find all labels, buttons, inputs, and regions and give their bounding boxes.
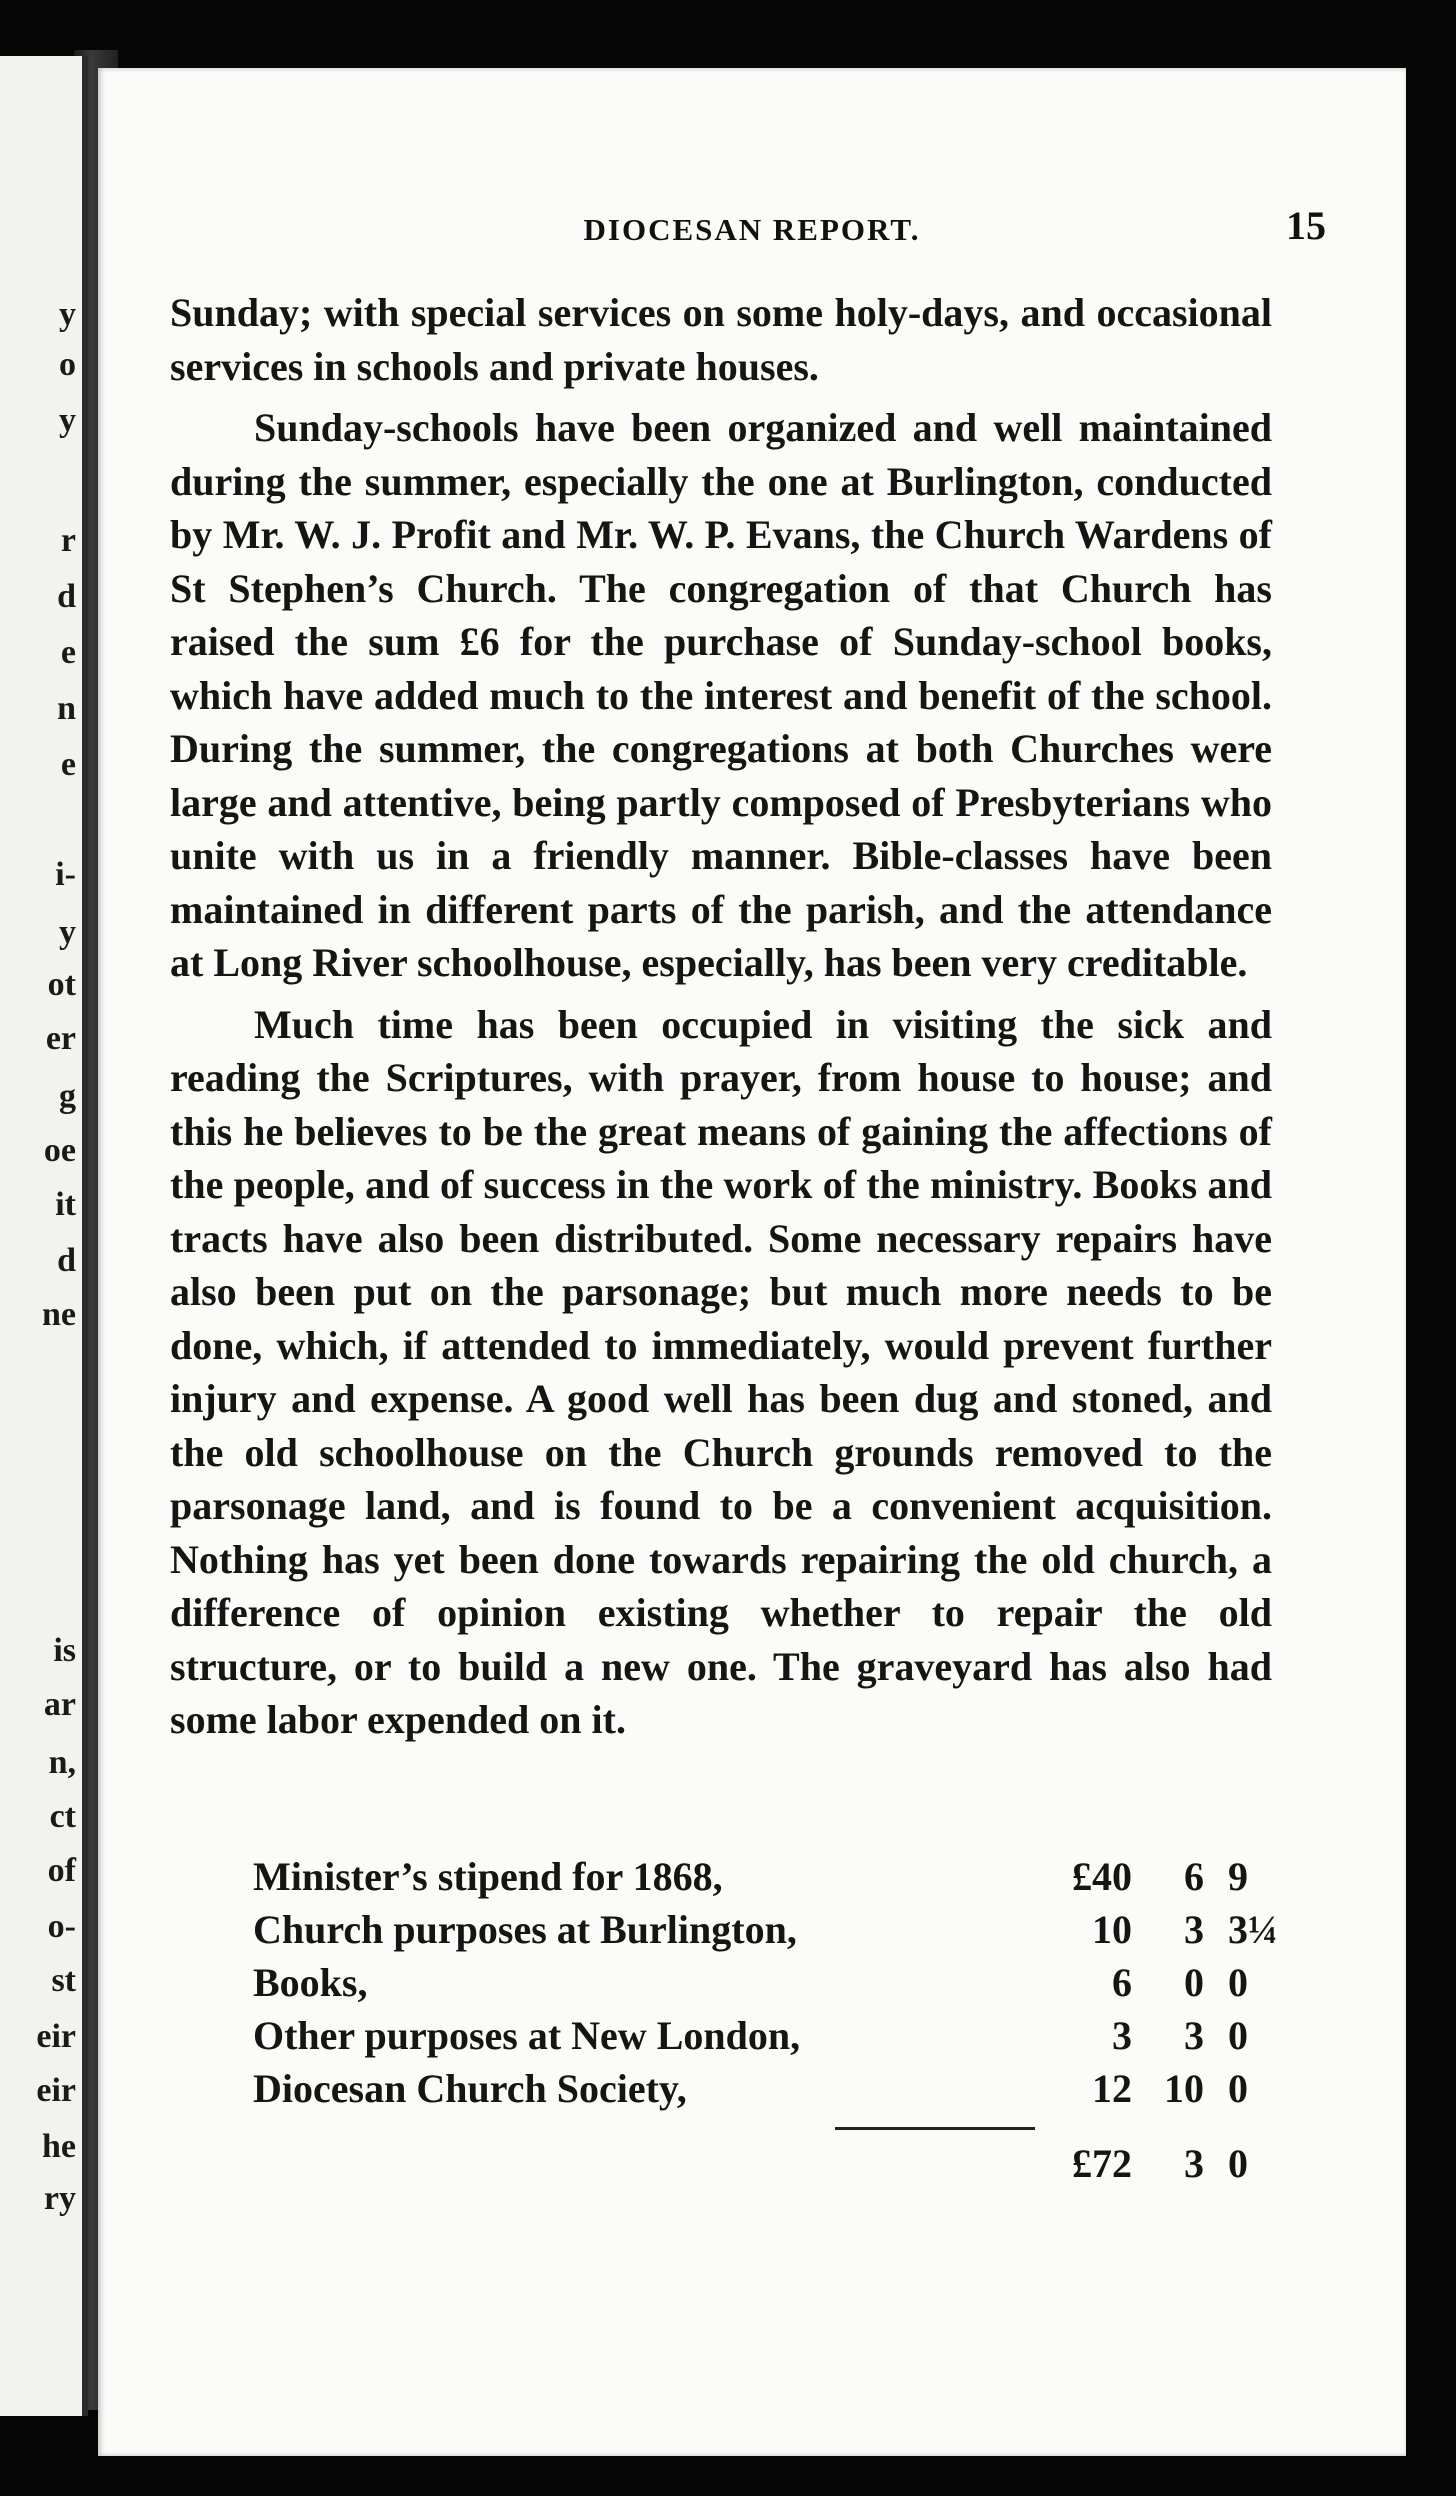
ledger-shillings: 3 xyxy=(1184,1907,1204,1952)
ledger-total-shillings: 3 xyxy=(1184,2141,1204,2186)
facing-page-edge xyxy=(0,56,88,2416)
ledger-pence: 0 xyxy=(1228,2013,1248,2058)
ledger-pounds: £40 xyxy=(1072,1854,1132,1899)
ledger-label: Books, xyxy=(253,1960,368,2005)
facing-page-fragment: er xyxy=(45,1020,76,1057)
ledger-total-pence: 0 xyxy=(1228,2141,1248,2186)
paragraph: Sunday; with special services on some holy-days, and occasional services in schools and private houses. xyxy=(170,290,1272,389)
body-text xyxy=(170,286,1272,1755)
ledger-pence: 0 xyxy=(1228,2066,1248,2111)
ledger-shillings: 0 xyxy=(1184,1960,1204,2005)
facing-page-fragment: d xyxy=(57,578,76,615)
accounts-ledger xyxy=(253,1853,1288,2118)
facing-page-fragment: o xyxy=(59,346,76,383)
facing-page-fragment: eir xyxy=(36,2018,76,2055)
facing-page-fragment: he xyxy=(42,2128,76,2165)
ledger-label: Minister’s stipend for 1868, xyxy=(253,1854,723,1899)
facing-page-fragment: d xyxy=(57,1242,76,1279)
ledger-row xyxy=(253,2012,1288,2065)
ledger-pounds: 12 xyxy=(1092,2066,1132,2111)
facing-page-fragment: y xyxy=(59,296,76,333)
facing-page-fragment: y xyxy=(59,914,76,951)
facing-page-fragment: o- xyxy=(47,1908,76,1945)
ledger-row xyxy=(253,1853,1288,1906)
facing-page-fragment: it xyxy=(55,1186,76,1223)
facing-page-fragment: ot xyxy=(47,966,76,1003)
ledger-label: Church purposes at Burlington, xyxy=(253,1907,797,1952)
ledger-pounds: 6 xyxy=(1112,1960,1132,2005)
ledger-row xyxy=(253,1906,1288,1959)
facing-page-fragment: ne xyxy=(42,1296,76,1333)
facing-page-fragment: st xyxy=(51,1962,76,1999)
paragraph: Much time has been occupied in visiting the sick and reading the Scriptures, with prayer, from house to house; and this he believes to be the great means of gaining the affections of the people, and of success in the work of the ministry. Books and tracts have also been distributed. Some necessary repairs have also been put on the parsonage; but much more needs to be done, which, if attended to immediately, would prevent further injury and expense. A good well has been dug and stoned, and the old schoolhouse on the Church grounds removed to the parsonage land, and is found to be a convenient acquisition. Nothing has yet been done towards repairing the old church, a difference of opinion existing whether to repair the old structure, or to build a new one. The graveyard has also had some labor expended on it. xyxy=(170,1001,1272,1742)
page-header xyxy=(98,198,1406,258)
facing-page-fragment: r xyxy=(60,522,76,559)
facing-page-fragment: n xyxy=(57,690,76,727)
ledger-pounds: 10 xyxy=(1092,1907,1132,1952)
ledger-shillings: 10 xyxy=(1164,2066,1204,2111)
facing-page-fragment: oe xyxy=(43,1132,76,1169)
facing-page-fragment: y xyxy=(59,402,76,439)
running-head: DIOCESAN REPORT. xyxy=(583,212,921,247)
ledger-shillings: 6 xyxy=(1184,1854,1204,1899)
facing-page-fragment: ct xyxy=(49,1798,76,1835)
facing-page-fragment: g xyxy=(59,1078,76,1115)
facing-page-fragment: e xyxy=(60,746,76,783)
ledger-pence: 0 xyxy=(1228,1960,1248,2005)
ledger-label: Diocesan Church Society, xyxy=(253,2066,687,2111)
ledger-row xyxy=(253,1959,1288,2012)
ledger-total-pounds: £72 xyxy=(1072,2141,1132,2186)
ledger-pounds: 3 xyxy=(1112,2013,1132,2058)
book-page xyxy=(98,68,1406,2456)
ledger-pence: 9 xyxy=(1228,1854,1248,1899)
ledger-pence: 3¼ xyxy=(1228,1907,1278,1952)
facing-page-fragment: ry xyxy=(43,2180,76,2217)
facing-page-fragment: is xyxy=(53,1632,76,1669)
facing-page-fragment: of xyxy=(47,1852,76,1889)
facing-page-fragment: e xyxy=(60,634,76,671)
facing-page-fragment: eir xyxy=(36,2072,76,2109)
ledger-shillings: 3 xyxy=(1184,2013,1204,2058)
ledger-label: Other purposes at New London, xyxy=(253,2013,801,2058)
sum-rule xyxy=(835,2127,1035,2130)
ledger-row xyxy=(253,2065,1288,2118)
facing-page-fragment: ar xyxy=(43,1686,76,1723)
facing-page-fragment: i- xyxy=(55,856,76,893)
paragraph: Sunday-schools have been organized and well maintained during the summer, especially the one at Burlington, conducted by Mr. W. J. Profit and Mr. W. P. Evans, the Church Wardens of St Stephen’s Church. The congregation of that Church has raised the sum £6 for the purchase of Sunday-school books, which have added much to the interest and benefit of the school. During the summer, the congregations at both Churches were large and attentive, being partly composed of Presbyterians who unite with us in a friendly manner. Bible-classes have been maintained in different parts of the parish, and the attendance at Long River schoolhouse, especially, has been very creditable. xyxy=(170,405,1272,985)
ledger-total-block xyxy=(253,2140,1288,2193)
facing-page-fragment: n, xyxy=(48,1744,76,1781)
ledger-total-row xyxy=(253,2140,1288,2193)
page-number: 15 xyxy=(1286,203,1326,248)
